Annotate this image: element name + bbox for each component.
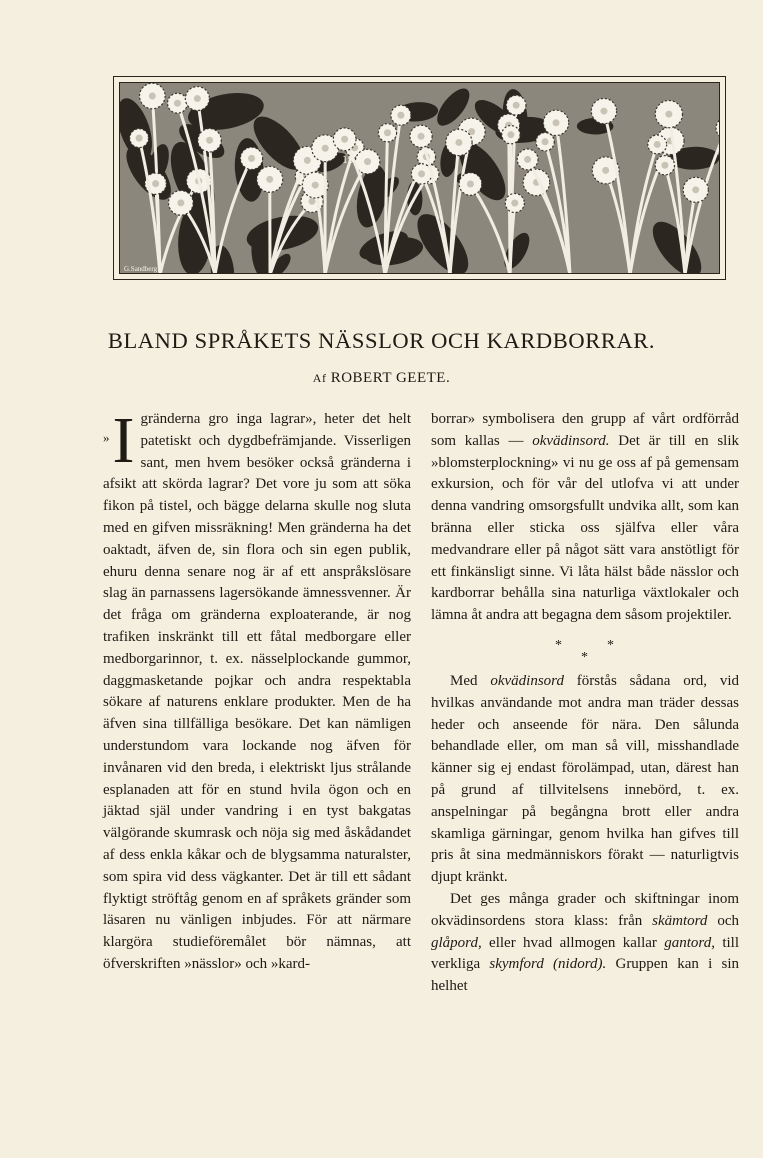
text-run: Gruppen kan i sin helhet: [431, 956, 739, 995]
thistle-center: [665, 111, 672, 118]
thistle-center: [513, 102, 520, 109]
section-dinkus: [431, 627, 739, 671]
thistle-center: [309, 198, 316, 205]
byline-prefix: Af: [312, 371, 327, 385]
thistle-center: [322, 145, 329, 152]
thistle-center: [654, 141, 661, 148]
thistle-center: [661, 162, 668, 169]
term-skymford: skymford (nidord).: [489, 956, 607, 973]
thistle-center: [384, 129, 391, 136]
thistle-center: [266, 176, 273, 183]
thistle-center: [304, 157, 311, 164]
text-run: , till verkliga: [431, 934, 739, 973]
thistle-center: [152, 180, 159, 187]
thistle-center: [149, 93, 156, 100]
text-run: Med: [450, 672, 491, 689]
thistle-center: [206, 137, 213, 144]
thistle-center: [507, 131, 514, 138]
article-byline: [0, 370, 763, 387]
thistle-center: [524, 156, 531, 163]
term-okvadinsord: okvädinsord: [490, 672, 564, 689]
thistle-head: [716, 117, 720, 139]
right-column: [431, 409, 739, 998]
article-title: BLAND SPRÅKETS NÄSSLOR OCH KARDBORRAR.: [107, 328, 656, 353]
thistle-center: [174, 100, 181, 107]
stem-line: [604, 111, 630, 274]
header-illustration-frame: [113, 76, 726, 280]
thistle-center: [136, 135, 143, 142]
dinkus-star: *: [607, 637, 614, 653]
header-illustration: [119, 82, 720, 274]
left-column: [103, 404, 411, 976]
paragraph: [431, 889, 739, 998]
thistle-center: [418, 170, 425, 177]
dinkus-star: *: [555, 637, 562, 653]
dinkus-star: *: [581, 649, 588, 665]
text-run: borrar» symbolisera den grupp af vårt ordförråd som kallas —: [431, 411, 739, 449]
thistle-center: [397, 112, 404, 119]
thistle-center: [364, 158, 371, 165]
text-run: och: [707, 912, 739, 929]
thistle-center: [177, 199, 184, 206]
paragraph: [103, 404, 411, 976]
thistle-illustration: [120, 83, 720, 274]
term-skamtord: skämtord: [652, 912, 708, 929]
byline-author: ROBERT GEETE.: [330, 370, 451, 386]
thistle-center: [467, 180, 474, 187]
drop-cap: I: [112, 404, 135, 477]
term-okvadinsord: okvädinsord.: [532, 432, 610, 449]
text-run: förstås sådana ord, vid hvilkas användande mot andra man träder dessas heder och anseende för nära. Den sålunda behandlade eller, om man så vill, misshandlade känner sig ej endast förolämpad, utan, därest han på grund af tillvitelsens innebörd, t. ex. anspelningar på begångna brott eller andra skamliga gärningar, genom hvilka han gifves till pris åt sina medmänniskors förakt — naturligtvis djupt kränkt.: [431, 672, 740, 886]
page-number: 19: [342, 152, 354, 166]
thistle-center: [312, 182, 319, 189]
thistle-center: [600, 108, 607, 115]
paragraph-text: gränderna gro inga lagrar», heter det helt patetiskt och dygdbefrämjande. Visserligen sant, men hvem besöker också gränderna i afsikt att skörda lagrar? Det vore ju som att söka fikon på tistel, och bägge delarna skulle nog sluta med en gifven missräkning! Men gränderna ha det oaktadt, äfven de, sin flora och sin egen publik, ehuru denna senare nog är af ett anspråkslösare slag än parnassens lagersökande ämnessvenner. Är det fråga om gränderna exploaterande, är nog trafiken inskränkt till ett fåtal medborgare eller medborgarinnor, t. ex. nässelplockande gummor, daggmasketande pojkar och andra respektabla sökare af naturens enklare produkter. Men de ha äfven sina tillfälliga besökare. Det kan nämligen understundom vara lockande nog äfven för invånaren vid den breda, i elektriskt ljus strålande esplanaden att för en stund hvila ögon och en jäktad själ under vandring i en tyst bakgatas välgörande skumrask och nöja sig med åskådandet af dess enkla kåkar och de blygsamma naturalster, som spira vid dess vägkanter. Det är till ett sådant flyktigt ströftåg genom en af språkets gränder som läsaren nu vänligen inbjudes. För att närmare klargöra studieföremålet bör nämnas, att öfverskriften »nässlor» och »kard-: [103, 411, 411, 972]
thistle-center: [542, 138, 549, 145]
thistle-center: [553, 119, 560, 126]
thistle-center: [511, 200, 518, 207]
thistle-center: [455, 139, 462, 146]
artist-signature: G.Sandberg: [124, 265, 158, 273]
thistle-center: [194, 95, 201, 102]
paragraph: [431, 409, 739, 627]
thistle-center: [248, 155, 255, 162]
term-glapord: glåpord: [431, 934, 478, 951]
thistle-center: [602, 167, 609, 174]
opening-quote-mark: »: [103, 430, 110, 445]
text-run: Det ges många grader och skiftningar inom okvädinsordens stora klass: från: [431, 890, 739, 929]
term-gantord: gantord: [664, 934, 712, 951]
text-run: Det är till en slik »blomsterplockning» vi nu ge oss af på gemensam exkursion, och för vår del utlofva vi att under denna vandring omsorgsfullt undvika allt, som kan bränna eller sticka oss själfva eller våra medvandrare eller på något sätt vara anstötligt för ett finkänsligt sinne. Vi låta hälst både nässlor och kardborrar behålla sina naturliga växtlokaler och lämna åt andra att begagna dem såsom projektiler.: [431, 432, 739, 624]
paragraph: [431, 671, 739, 889]
thistle-center: [692, 186, 699, 193]
text-run: , eller hvad allmogen kallar: [477, 934, 665, 951]
thistle-center: [418, 133, 425, 140]
thistle-center: [341, 136, 348, 143]
